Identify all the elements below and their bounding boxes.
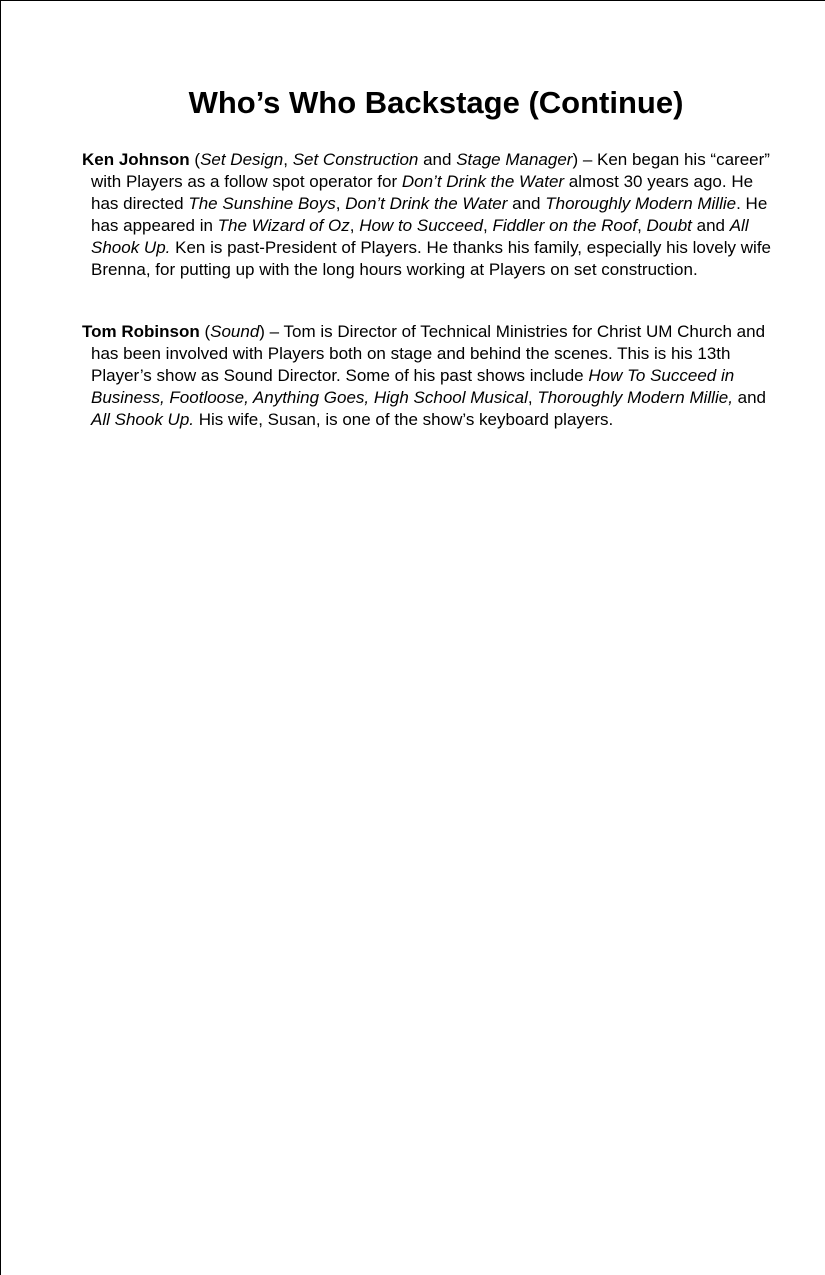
- bio-italic-text: All Shook Up.: [91, 216, 749, 257]
- bio-text: ,: [483, 216, 493, 235]
- bio-text: ,: [349, 216, 360, 235]
- page-title: Who’s Who Backstage (Continue): [188, 85, 684, 120]
- bio-text: ) – Ken began his “career” with Players as a follow spot operator for: [91, 150, 770, 191]
- bio-italic-text: The Wizard of Oz: [217, 216, 350, 235]
- bio-text: and: [691, 216, 730, 235]
- bio-text: ,: [283, 150, 293, 169]
- bio-italic-text: How To Succeed in Business, Footloose, Anything Goes, High School Musical: [91, 366, 735, 407]
- bio-name: Tom Robinson: [82, 322, 200, 341]
- bio-text: (: [199, 322, 211, 341]
- bio-text: ) – Tom is Director of Technical Ministries for Christ UM Church and has been involved with Players both on stage and behind the scenes. This is his 13th Player’s show as Sound Director. Some of his past shows include: [91, 322, 766, 385]
- bio-name: Ken Johnson: [82, 150, 190, 169]
- bio-tom-robinson: [82, 321, 782, 431]
- bio-italic-text: Don’t Drink the Water: [401, 172, 565, 191]
- bio-text: . He has appeared in: [91, 194, 768, 235]
- bio-italic-text: Set Design: [200, 150, 284, 169]
- bio-italic-text: Fiddler on the Roof: [492, 216, 638, 235]
- bio-text: and: [732, 388, 767, 407]
- bio-ken-johnson: [82, 149, 782, 281]
- bio-text: His wife, Susan, is one of the show’s keyboard players.: [194, 410, 614, 429]
- bio-text: ,: [527, 388, 538, 407]
- bio-italic-text: Thoroughly Modern Millie,: [537, 388, 733, 407]
- bio-italic-text: How to Succeed: [359, 216, 484, 235]
- bio-text: and: [418, 150, 457, 169]
- bio-text: ,: [335, 194, 346, 213]
- bio-italic-text: The Sunshine Boys: [188, 194, 336, 213]
- bio-italic-text: Set Construction: [292, 150, 419, 169]
- bio-italic-text: Stage Manager: [456, 150, 573, 169]
- bio-italic-text: All Shook Up.: [91, 410, 194, 429]
- bio-italic-text: Don’t Drink the Water: [345, 194, 508, 213]
- bio-italic-text: Thoroughly Modern Millie: [545, 194, 737, 213]
- bio-text: Ken is past-President of Players. He thanks his family, especially his lovely wife Brenna, for putting up with the long hours working at Players on set construction.: [91, 238, 771, 279]
- bio-text: and: [507, 194, 546, 213]
- bio-text: almost 30 years ago. He has directed: [91, 172, 754, 213]
- bio-text: ,: [637, 216, 647, 235]
- bio-text: (: [189, 150, 201, 169]
- bio-italic-text: Sound: [210, 322, 260, 341]
- bio-italic-text: Doubt: [646, 216, 692, 235]
